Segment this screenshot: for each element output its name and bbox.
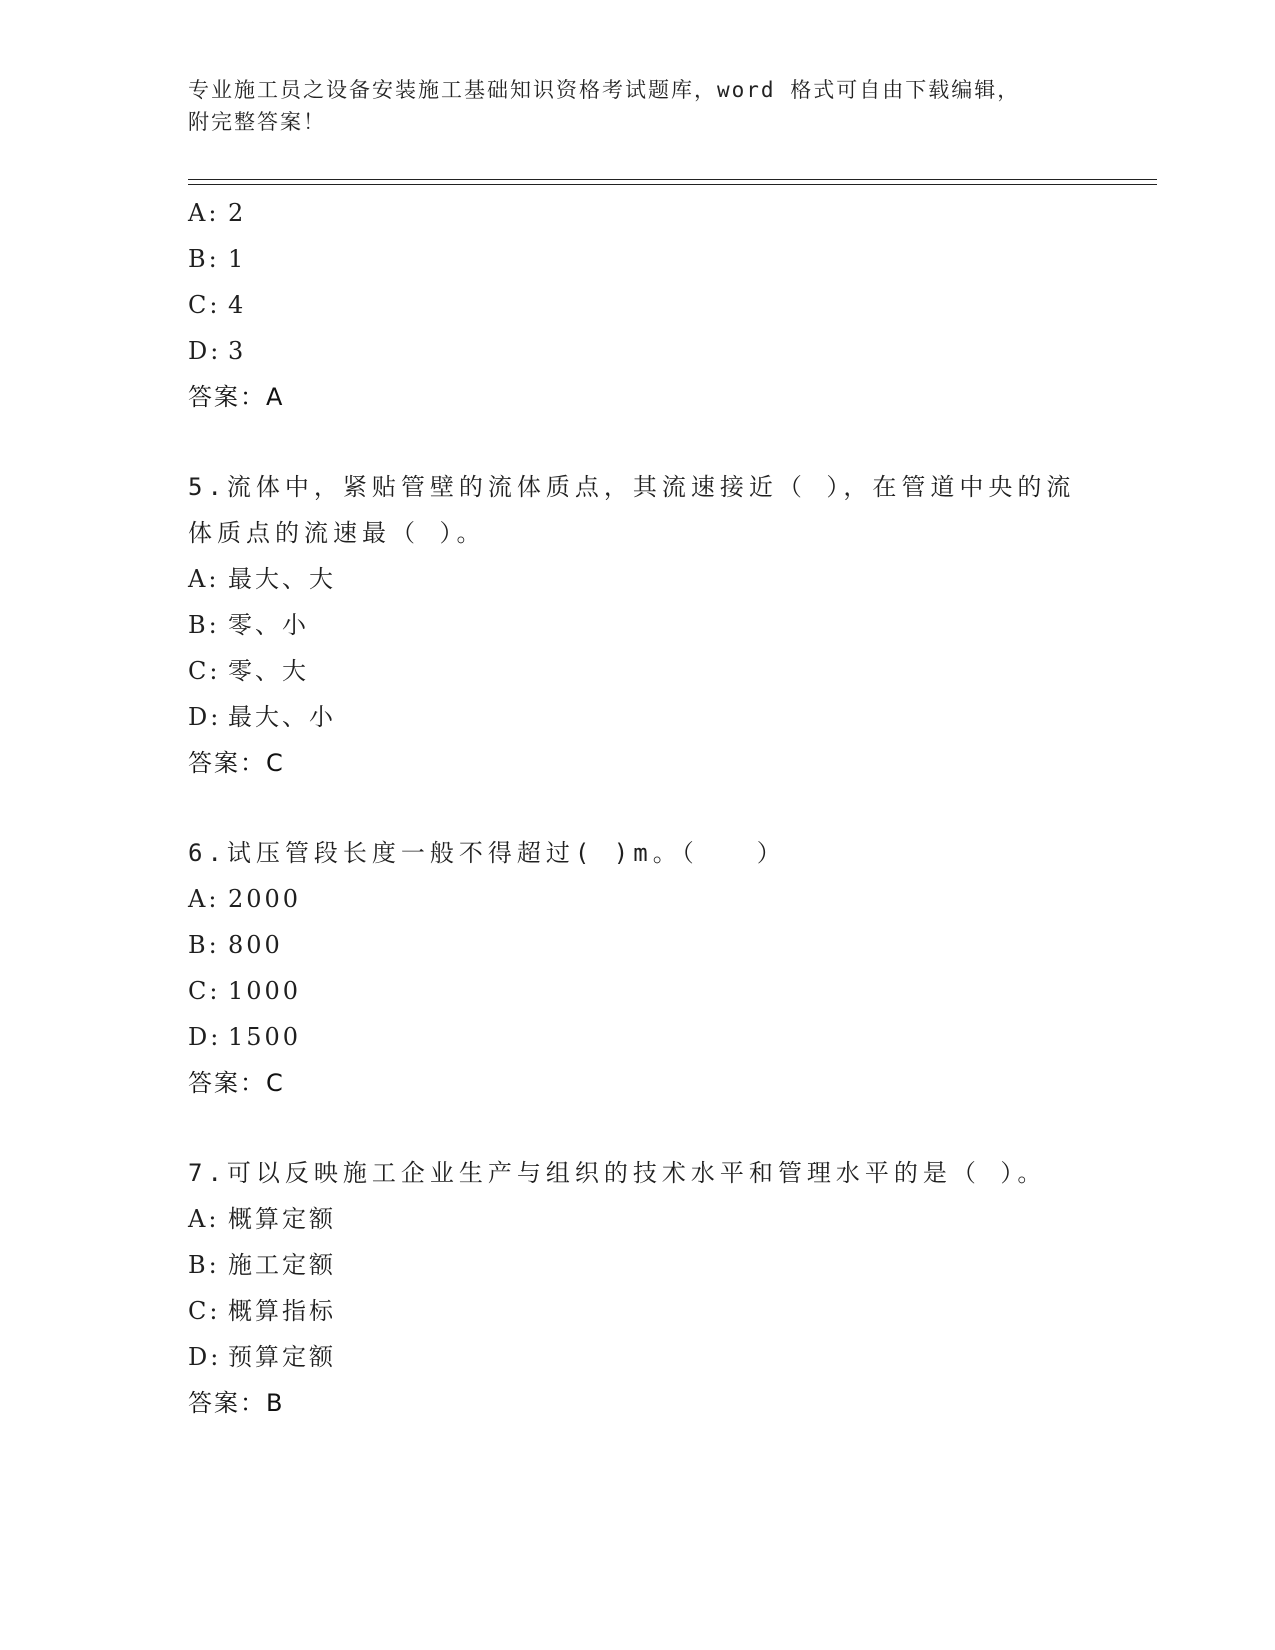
question-block-7 — [188, 1150, 1088, 1426]
option-a — [188, 876, 1088, 922]
header-divider-top — [188, 179, 1157, 180]
option-key: B: — [188, 1251, 220, 1279]
option-c — [188, 1288, 1088, 1334]
header-divider-bottom — [188, 184, 1157, 185]
option-key: B: — [188, 245, 220, 273]
option-text: 1500 — [228, 1023, 302, 1051]
option-key: D: — [188, 337, 222, 365]
option-text: 2 — [228, 199, 247, 227]
option-key: C: — [188, 977, 221, 1005]
option-b — [188, 236, 1088, 282]
option-c — [188, 648, 1088, 694]
option-text: 零、小 — [228, 611, 309, 639]
question-text: 5.流体中，紧贴管壁的流体质点，其流速接近（ ），在管道中央的流体质点的流速最（ ）。 — [188, 473, 1076, 547]
header-line-1: 专业施工员之设备安装施工基础知识资格考试题库，word 格式可自由下载编辑， — [188, 78, 1021, 102]
answer-line: 答案：B — [188, 1389, 285, 1417]
option-text: 概算定额 — [228, 1205, 336, 1233]
question-text: 7.可以反映施工企业生产与组织的技术水平和管理水平的是（ ）。 — [188, 1159, 1047, 1187]
answer-line: 答案：C — [188, 1069, 285, 1097]
option-key: B: — [188, 931, 220, 959]
option-key: A: — [188, 885, 220, 913]
document-header — [188, 74, 1088, 138]
option-key: C: — [188, 291, 221, 319]
option-text: 施工定额 — [228, 1251, 336, 1279]
option-c — [188, 968, 1088, 1014]
question-block-6 — [188, 830, 1088, 1106]
option-text: 2000 — [228, 885, 302, 913]
option-text: 预算定额 — [228, 1343, 336, 1371]
option-text: 4 — [228, 291, 247, 319]
option-key: A: — [188, 1205, 220, 1233]
question-block-4 — [188, 190, 1088, 420]
option-key: A: — [188, 565, 220, 593]
option-text: 800 — [228, 931, 283, 959]
option-text: 最大、大 — [228, 565, 336, 593]
option-text: 最大、小 — [228, 703, 336, 731]
answer-line: 答案：C — [188, 749, 285, 777]
option-a — [188, 556, 1088, 602]
option-c — [188, 282, 1088, 328]
question-list — [188, 190, 1088, 1426]
option-a — [188, 190, 1088, 236]
option-b — [188, 922, 1088, 968]
option-text: 零、大 — [228, 657, 309, 685]
option-d — [188, 1014, 1088, 1060]
option-text: 概算指标 — [228, 1297, 336, 1325]
option-d — [188, 328, 1088, 374]
option-a — [188, 1196, 1088, 1242]
option-key: C: — [188, 1297, 221, 1325]
option-b — [188, 602, 1088, 648]
option-b — [188, 1242, 1088, 1288]
option-text: 1 — [228, 245, 247, 273]
option-key: A: — [188, 199, 220, 227]
option-text: 3 — [228, 337, 247, 365]
option-key: C: — [188, 657, 221, 685]
option-d — [188, 694, 1088, 740]
answer-line: 答案：A — [188, 383, 285, 411]
question-text: 6.试压管段长度一般不得超过( )m。（ ） — [188, 839, 786, 867]
option-key: B: — [188, 611, 220, 639]
option-key: D: — [188, 1343, 222, 1371]
option-text: 1000 — [228, 977, 302, 1005]
option-key: D: — [188, 703, 222, 731]
question-block-5 — [188, 464, 1088, 786]
header-line-2: 附完整答案！ — [188, 110, 326, 134]
option-key: D: — [188, 1023, 222, 1051]
option-d — [188, 1334, 1088, 1380]
